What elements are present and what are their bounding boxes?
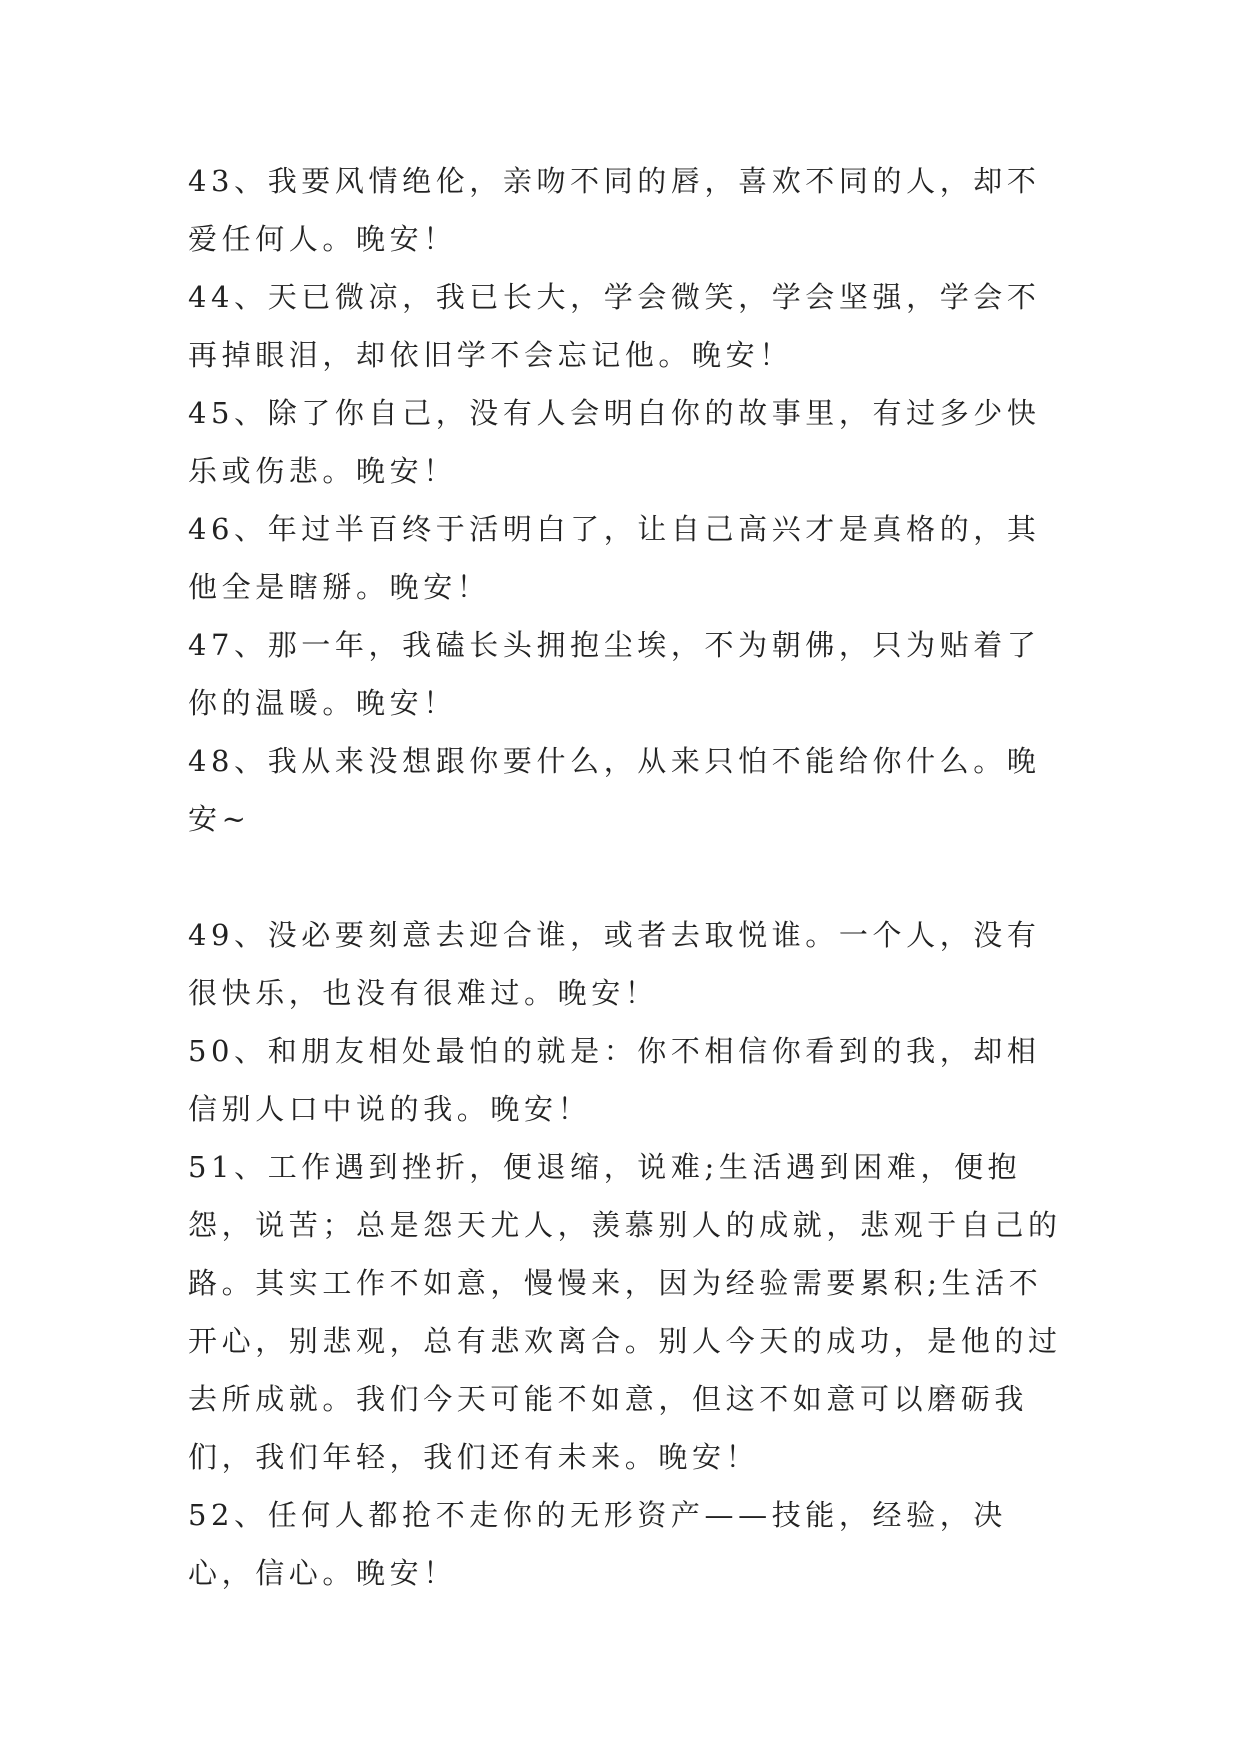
document-body <box>188 152 1068 1602</box>
paragraph-51: 51、工作遇到挫折，便退缩，说难;生活遇到困难，便抱怨，说苦；总是怨天尤人，羡慕别人的成就，悲观于自己的路。其实工作不如意，慢慢来，因为经验需要累积;生活不开心，别悲观，总有悲欢离合。别人今天的成功，是他的过去所成就。我们今天可能不如意，但这不如意可以磨砺我们，我们年轻，我们还有未来。晚安！ <box>188 1150 1062 1474</box>
paragraph-48: 48、我从来没想跟你要什么，从来只怕不能给你什么。晚安~ <box>188 744 1041 836</box>
paragraph-47: 47、那一年，我磕长头拥抱尘埃，不为朝佛，只为贴着了你的温暖。晚安！ <box>188 628 1041 720</box>
paragraph-49: 49、没必要刻意去迎合谁，或者去取悦谁。一个人，没有很快乐，也没有很难过。晚安！ <box>188 918 1041 1010</box>
paragraph-45: 45、除了你自己，没有人会明白你的故事里，有过多少快乐或伤悲。晚安！ <box>188 396 1041 488</box>
paragraph-43: 43、我要风情绝伦，亲吻不同的唇，喜欢不同的人，却不爱任何人。晚安！ <box>188 164 1041 256</box>
paragraph-44: 44、天已微凉，我已长大，学会微笑，学会坚强，学会不再掉眼泪，却依旧学不会忘记他。晚安！ <box>188 280 1041 372</box>
paragraph-50: 50、和朋友相处最怕的就是：你不相信你看到的我，却相信别人口中说的我。晚安！ <box>188 1034 1041 1126</box>
paragraph-46: 46、年过半百终于活明白了，让自己高兴才是真格的，其他全是瞎掰。晚安！ <box>188 512 1041 604</box>
paragraph-52: 52、任何人都抢不走你的无形资产——技能，经验，决心，信心。晚安！ <box>188 1498 1007 1590</box>
